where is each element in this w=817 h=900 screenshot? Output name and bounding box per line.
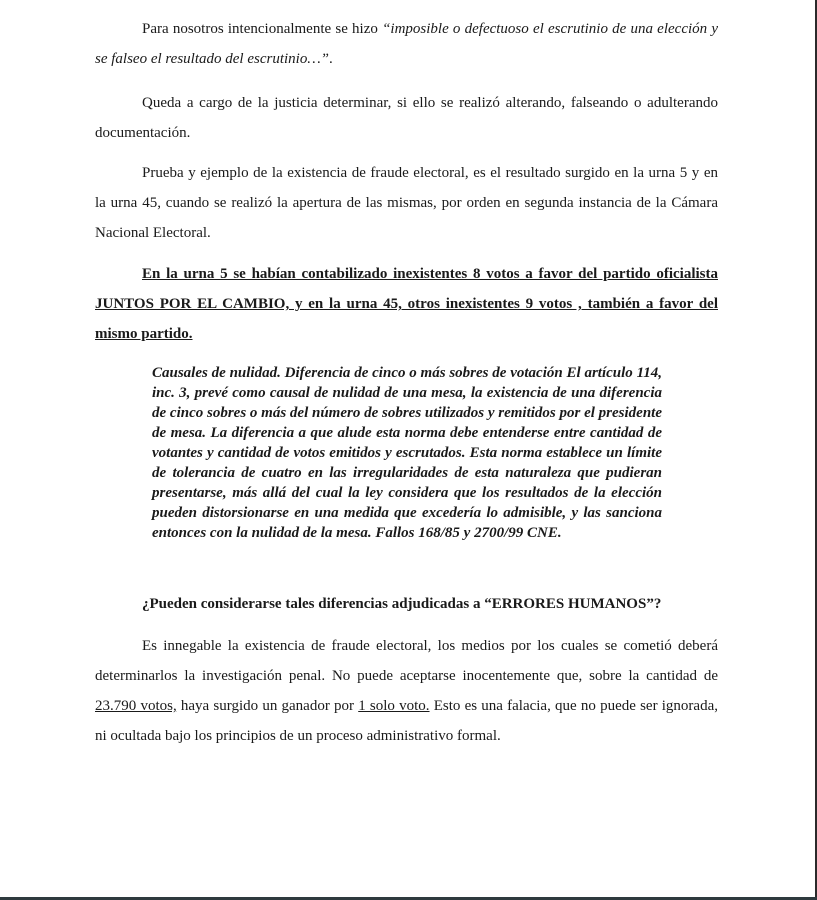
conclusion-text-b: haya surgido un ganador por	[176, 698, 359, 714]
paragraph-justice: Queda a cargo de la justicia determinar, si ello se realizó alterando, falseando o adulterando documentación.	[95, 95, 718, 141]
votes-total: 23.790 votos,	[95, 698, 177, 714]
paragraph-intent-tail: .	[329, 51, 333, 67]
winning-margin: 1 solo voto.	[358, 698, 430, 714]
document-page	[95, 14, 718, 751]
paragraph-evidence: Prueba y ejemplo de la existencia de fraude electoral, es el resultado surgido en la urna 5 y en la urna 45, cuando se realizó la apertura de las mismas, por orden en segunda instancia de la Cámara Nacional Electoral.	[95, 165, 718, 241]
legal-quote-block: Causales de nulidad. Diferencia de cinco o más sobres de votación El artículo 114, inc. 3, prevé como causal de nulidad de una mesa, la existencia de una diferencia de cinco sobres o más del número de sobres utilizados y remitidos por el presidente de mesa. La diferencia a que alude esta norma debe entenderse entre cantidad de votantes y cantidad de votos emitidos y escrutados. Esta norma establece un límite de tolerancia de cuatro en las irregularidades de esta naturaleza que pudieran presentarse, más allá del cual la ley considera que los resultados de la elección pueden distorsionarse en una medida que excedería lo admisible, y las sanciona entonces con la nulidad de la mesa. Fallos 168/85 y 2700/99 CNE.	[152, 365, 662, 541]
paragraph-ballot-boxes: En la urna 5 se habían contabilizado inexistentes 8 votos a favor del partido oficialista JUNTOS POR EL CAMBIO, y en la urna 45, otros inexistentes 9 votos , también a favor del mismo partido.	[95, 266, 718, 342]
paragraph-intent-lead: Para nosotros intencionalmente se hizo	[142, 21, 383, 37]
italic-citation: “imposible o defectuoso el escrutinio de una elección y se falseo el resultado del escrutinio…”	[95, 21, 718, 67]
paragraph-conclusion	[95, 631, 718, 751]
paragraph-question: ¿Pueden considerarse tales diferencias adjudicadas a “ERRORES HUMANOS”?	[142, 596, 662, 612]
conclusion-text-c: Esto es una falacia, que no puede ser ignorada, ni ocultada bajo los principios de un proceso administrativo formal.	[95, 698, 718, 744]
paragraph-intent	[95, 14, 718, 74]
conclusion-text-a: Es innegable la existencia de fraude electoral, los medios por los cuales se cometió deberá determinarlos la investigación penal. No puede aceptarse inocentemente que, sobre la cantidad de	[95, 638, 718, 684]
